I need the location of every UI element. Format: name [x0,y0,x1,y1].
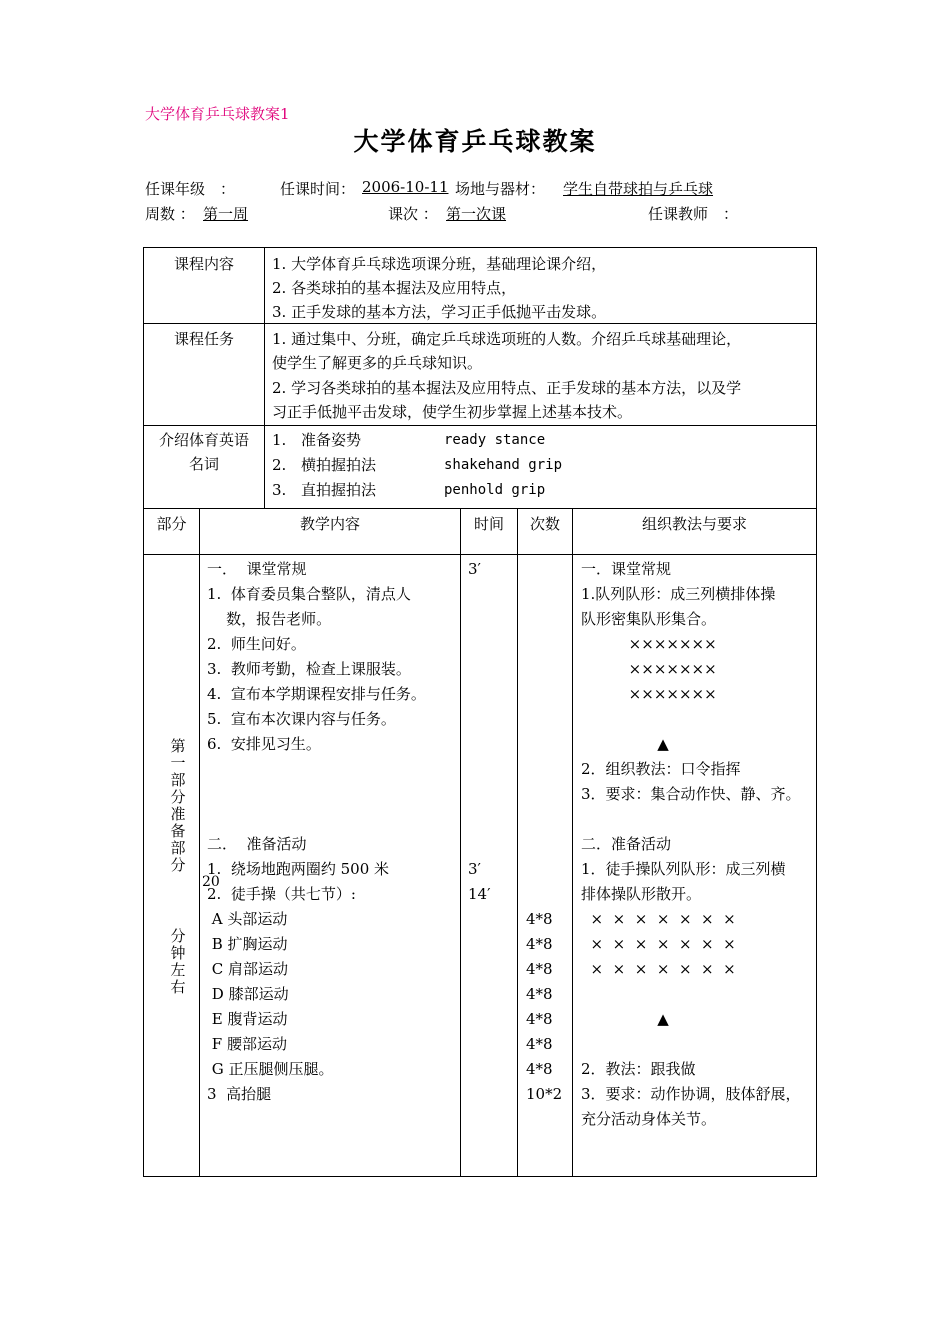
tasks-label: 课程任务 [173,330,234,348]
count-value: 4*8 [526,1035,553,1053]
org-line: 队形密集队形集合。 [581,610,717,628]
count-value: 4*8 [526,960,553,978]
session-value: 第一次课 [446,205,507,223]
org-line: × × × × × × × [581,960,736,978]
content-line: G 正压腿侧压腿。 [207,1060,334,1078]
content-line: 1. 体育委员集合整队，清点人 [207,585,411,603]
part-side-char: 备 [170,822,186,840]
part-side-char: 钟 [170,944,186,962]
content-line: 1. 大学体育乒乓球选项课分班，基础理论课介绍， [272,255,607,273]
org-line: 一．课堂常规 [581,560,672,578]
content-line: 一． 课堂常规 [207,560,307,578]
org-line: 3．要求：动作协调，肢体舒展， [581,1085,801,1103]
content-line: C 肩部运动 [207,960,289,978]
header-time: 时间 [473,515,504,533]
english-term-en: penhold grip [444,482,546,498]
content-line: B 扩胸运动 [207,935,288,953]
count-value: 4*8 [526,1010,553,1028]
table-divider [517,508,518,1176]
english-term-num: 1. [272,431,287,449]
tasks-line: 习正手低抛平击发球，使学生初步掌握上述基本技术。 [272,403,633,421]
part-side-char: 准 [170,805,186,823]
english-term-cn: 直拍握拍法 [301,481,377,499]
org-line: 3．要求：集合动作快、静、齐。 [581,785,801,803]
english-term-cn: 准备姿势 [301,431,362,449]
english-term-num: 3. [272,481,287,499]
venue-label: 场地与器材： [455,180,546,198]
part-side-label [168,928,188,996]
content-line: E 腹背运动 [207,1010,288,1028]
table-divider [460,508,461,1176]
table-border-top [143,247,817,248]
page-title: 大学体育乒乓球教案 [353,127,597,156]
content-line: 2. 师生问好。 [207,635,306,653]
part-side-char: 分 [170,788,186,806]
org-line: × × × × × × × [581,910,736,928]
table-divider [143,425,817,426]
table-divider [143,554,817,555]
header-part: 部分 [156,515,187,533]
header-content: 教学内容 [299,515,360,533]
content-line: D 膝部运动 [207,985,289,1003]
content-line: 6. 安排见习生。 [207,735,321,753]
content-line: A 头部运动 [207,910,288,928]
org-line: 2．组织教法：口令指挥 [581,760,741,778]
part-side-char: 右 [170,978,186,996]
table-divider [143,508,817,509]
org-line: 二．准备活动 [581,835,672,853]
org-line: ××××××× [581,685,717,703]
count-value: 4*8 [526,935,553,953]
tasks-line: 使学生了解更多的乒乓球知识。 [272,354,483,372]
table-border-bottom [143,1176,817,1177]
time-value: 3′ [468,560,481,578]
count-value: 4*8 [526,910,553,928]
org-line: 1.队列队形：成三列横排体操 [581,585,776,603]
time-value: 14′ [468,885,491,903]
content-line: 二． 准备活动 [207,835,307,853]
count-value: 4*8 [526,1060,553,1078]
content-label: 课程内容 [173,255,234,273]
content-line: 1. 绕场地跑两圈约 500 米 [207,860,390,878]
part-side-char: 部 [170,839,186,857]
english-term-en: shakehand grip [444,457,563,473]
english-term-num: 2. [272,456,287,474]
org-line: 排体操队形散开。 [581,885,702,903]
content-line: 3. 教师考勤，检查上课服装。 [207,660,411,678]
org-line: ××××××× [581,635,717,653]
session-label: 课次 ： [388,205,438,223]
table-divider [264,247,265,508]
header-count: 次数 [529,515,560,533]
part-side-char: 左 [170,961,186,979]
week-label: 周数 ： [145,205,195,223]
document-tag: 大学体育乒乓球教案1 [145,105,290,123]
content-line: 4. 宣布本学期课程安排与任务。 [207,685,426,703]
teacher-label: 任课教师 ： [648,205,739,223]
part-side-label [168,738,188,874]
grade-label: 任课年级 ： [145,180,236,198]
org-line: ▲ [581,1010,669,1028]
tasks-line: 2. 学习各类球拍的基本握法及应用特点、正手发球的基本方法，以及学 [272,379,742,397]
time-label: 任课时间： [280,180,356,198]
content-line: 3. 正手发球的基本方法，学习正手低抛平击发球。 [272,303,607,321]
content-line: 3 高抬腿 [207,1085,272,1103]
org-line: 1．徒手操队列队形：成三列横 [581,860,786,878]
part-side-minutes: 20 [202,874,220,890]
english-label: 介绍体育英语 [158,431,249,449]
content-line: 2. 各类球拍的基本握法及应用特点， [272,279,517,297]
english-label: 名词 [188,455,219,473]
part-side-char: 分 [170,856,186,874]
part-side-char: 部 [170,771,186,789]
part-side-char: 第 [170,737,186,755]
org-line: ▲ [581,735,669,753]
content-line: 5. 宣布本次课内容与任务。 [207,710,396,728]
header-org: 组织教法与要求 [641,515,747,533]
table-border-right [816,247,817,1177]
count-value: 4*8 [526,985,553,1003]
english-term-en: ready stance [444,432,546,448]
org-line: × × × × × × × [581,935,736,953]
content-line: F 腰部运动 [207,1035,287,1053]
content-line: 数，报告老师。 [207,610,332,628]
count-value: 10*2 [526,1085,563,1103]
org-line: 充分活动身体关节。 [581,1110,717,1128]
table-divider [199,508,200,1176]
time-value: 2006-10-11 [362,178,449,196]
content-line: 2. 徒手操（共七节）: [207,885,356,903]
org-line: ××××××× [581,660,717,678]
time-value: 3′ [468,860,481,878]
english-term-cn: 横拍握拍法 [301,456,377,474]
tasks-line: 1. 通过集中、分班，确定乒乓球选项班的人数。介绍乒乓球基础理论， [272,330,742,348]
week-value: 第一周 [203,205,249,223]
venue-value: 学生自带球拍与乒乓球 [563,180,714,198]
table-divider [572,508,573,1176]
org-line: 2．教法：跟我做 [581,1060,696,1078]
table-border-left [143,247,144,1177]
part-side-char: 分 [170,927,186,945]
part-side-char: 一 [170,754,186,772]
